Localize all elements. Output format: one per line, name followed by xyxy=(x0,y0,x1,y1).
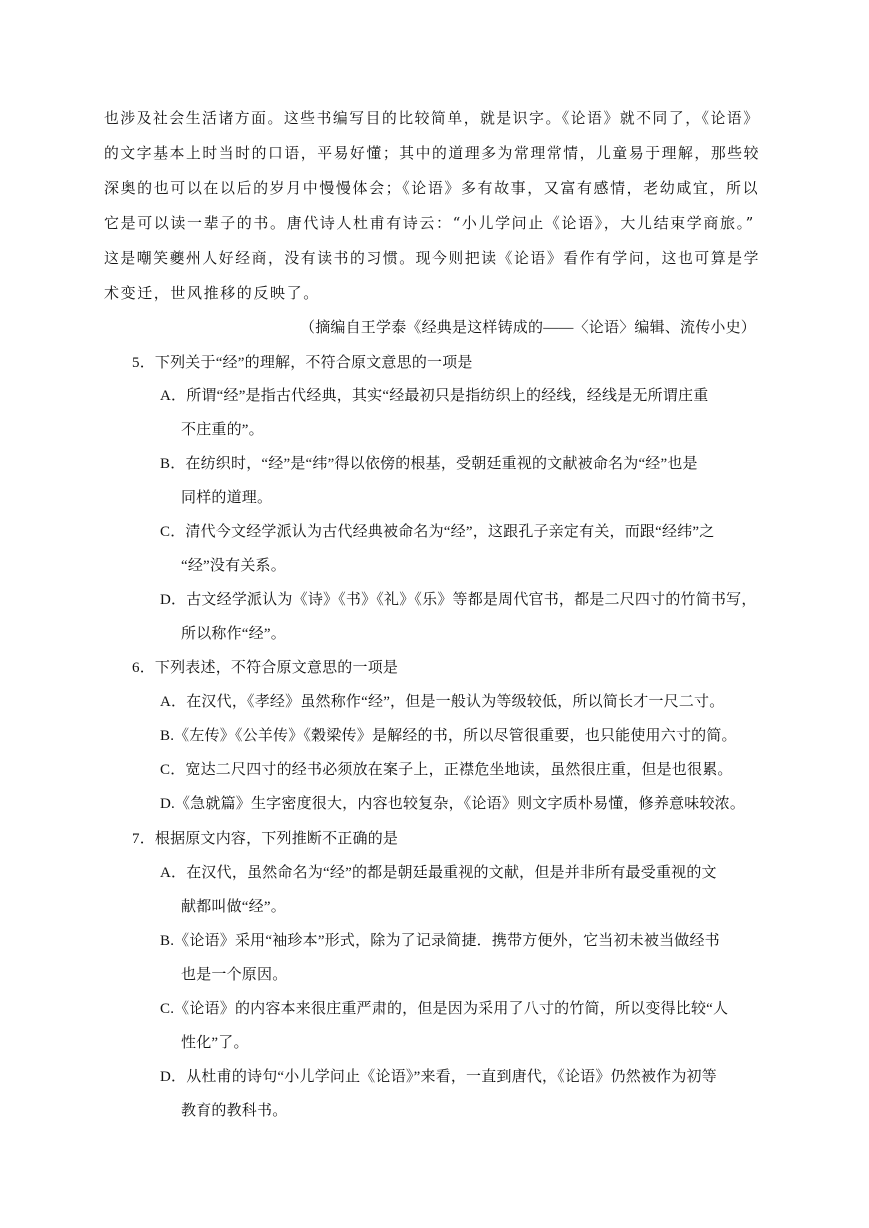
option-a: A．在汉代，虽然命名为“经”的都是朝廷最重视的文献，但是并非所有最受重视的文 xyxy=(160,865,717,881)
option-a: A．所谓“经”是指古代经典，其实“经最初只是指纺织上的经线，经线是无所谓庄重 xyxy=(160,388,709,404)
passage-line: 的文字基本上时当时的口语，平易好懂；其中的道理多为常理常情，儿童易于理解，那些较 xyxy=(104,144,761,162)
passage-source: （摘编自王学泰《经典是这样铸成的——〈论语〉编辑、流传小史） xyxy=(300,320,757,336)
option-b: B.《左传》《公羊传》《穀梁传》是解经的书，所以尽管很重要，也只能使用六寸的简。 xyxy=(160,728,737,744)
question-stem: 5．下列关于“经”的理解，不符合原文意思的一项是 xyxy=(132,355,473,371)
option-d: D．从杜甫的诗句“小儿学问止《论语》”来看，一直到唐代，《论语》仍然被作为初等 xyxy=(160,1069,717,1085)
option-c: C．宽达二尺四寸的经书必须放在案子上，正襟危坐地读，虽然很庄重，但是也很累。 xyxy=(160,762,733,778)
passage-line: 术变迁，世风推移的反映了。 xyxy=(104,284,320,302)
option-a-cont: 献都叫做“经”。 xyxy=(181,899,286,915)
option-b: B.《论语》采用“袖珍本”形式，除为了记录简捷．携带方便外，它当初未被当做经书 xyxy=(160,933,720,949)
option-c: C.《论语》的内容本来很庄重严肃的，但是因为采用了八寸的竹简，所以变得比较“人 xyxy=(160,1001,729,1017)
passage-line: 也涉及社会生活诸方面。这些书编写目的比较简单，就是识字。《论语》就不同了，《论语》 xyxy=(104,109,760,127)
passage-line: 深奥的也可以在以后的岁月中慢慢体会；《论语》多有故事，又富有感情，老幼咸宜，所以 xyxy=(104,179,760,197)
passage-line: 这是嘲笑夔州人好经商，没有读书的习惯。现今则把读《论语》看作有学问，这也可算是学 xyxy=(104,249,761,267)
option-c: C．清代今文经学派认为古代经典被命名为“经”，这跟孔子亲定有关，而跟“经纬”之 xyxy=(160,524,715,540)
option-b: B．在纺织时，“经”是“纬”得以依傍的根基，受朝廷重视的文献被命名为“经”也是 xyxy=(160,456,698,472)
option-d: D．古文经学派认为《诗》《书》《礼》《乐》等都是周代官书，都是二尺四寸的竹简书写， xyxy=(160,592,757,608)
option-d-cont: 教育的教科书。 xyxy=(181,1103,288,1119)
option-d-cont: 所以称作“经”。 xyxy=(181,626,286,642)
question-stem: 7．根据原文内容，下列推断不正确的是 xyxy=(132,831,399,847)
option-a-cont: 不庄重的”。 xyxy=(181,422,264,438)
option-a: A．在汉代，《孝经》虽然称作“经”，但是一般认为等级较低，所以简长才一尺二寸。 xyxy=(160,694,725,710)
passage-line: 它是可以读一辈子的书。唐代诗人杜甫有诗云：“小儿学问止《论语》，大儿结束学商旅。” xyxy=(104,214,755,232)
option-b-cont: 也是一个原因。 xyxy=(181,967,288,983)
question-stem: 6．下列表述，不符合原文意思的一项是 xyxy=(132,660,399,676)
option-c-cont: 性化”了。 xyxy=(181,1035,249,1051)
option-b-cont: 同样的道理。 xyxy=(181,490,273,506)
option-c-cont: “经”没有关系。 xyxy=(181,558,286,574)
option-d: D.《急就篇》生字密度很大，内容也较复杂，《论语》则文字质朴易懂，修养意味较浓。 xyxy=(160,796,746,812)
